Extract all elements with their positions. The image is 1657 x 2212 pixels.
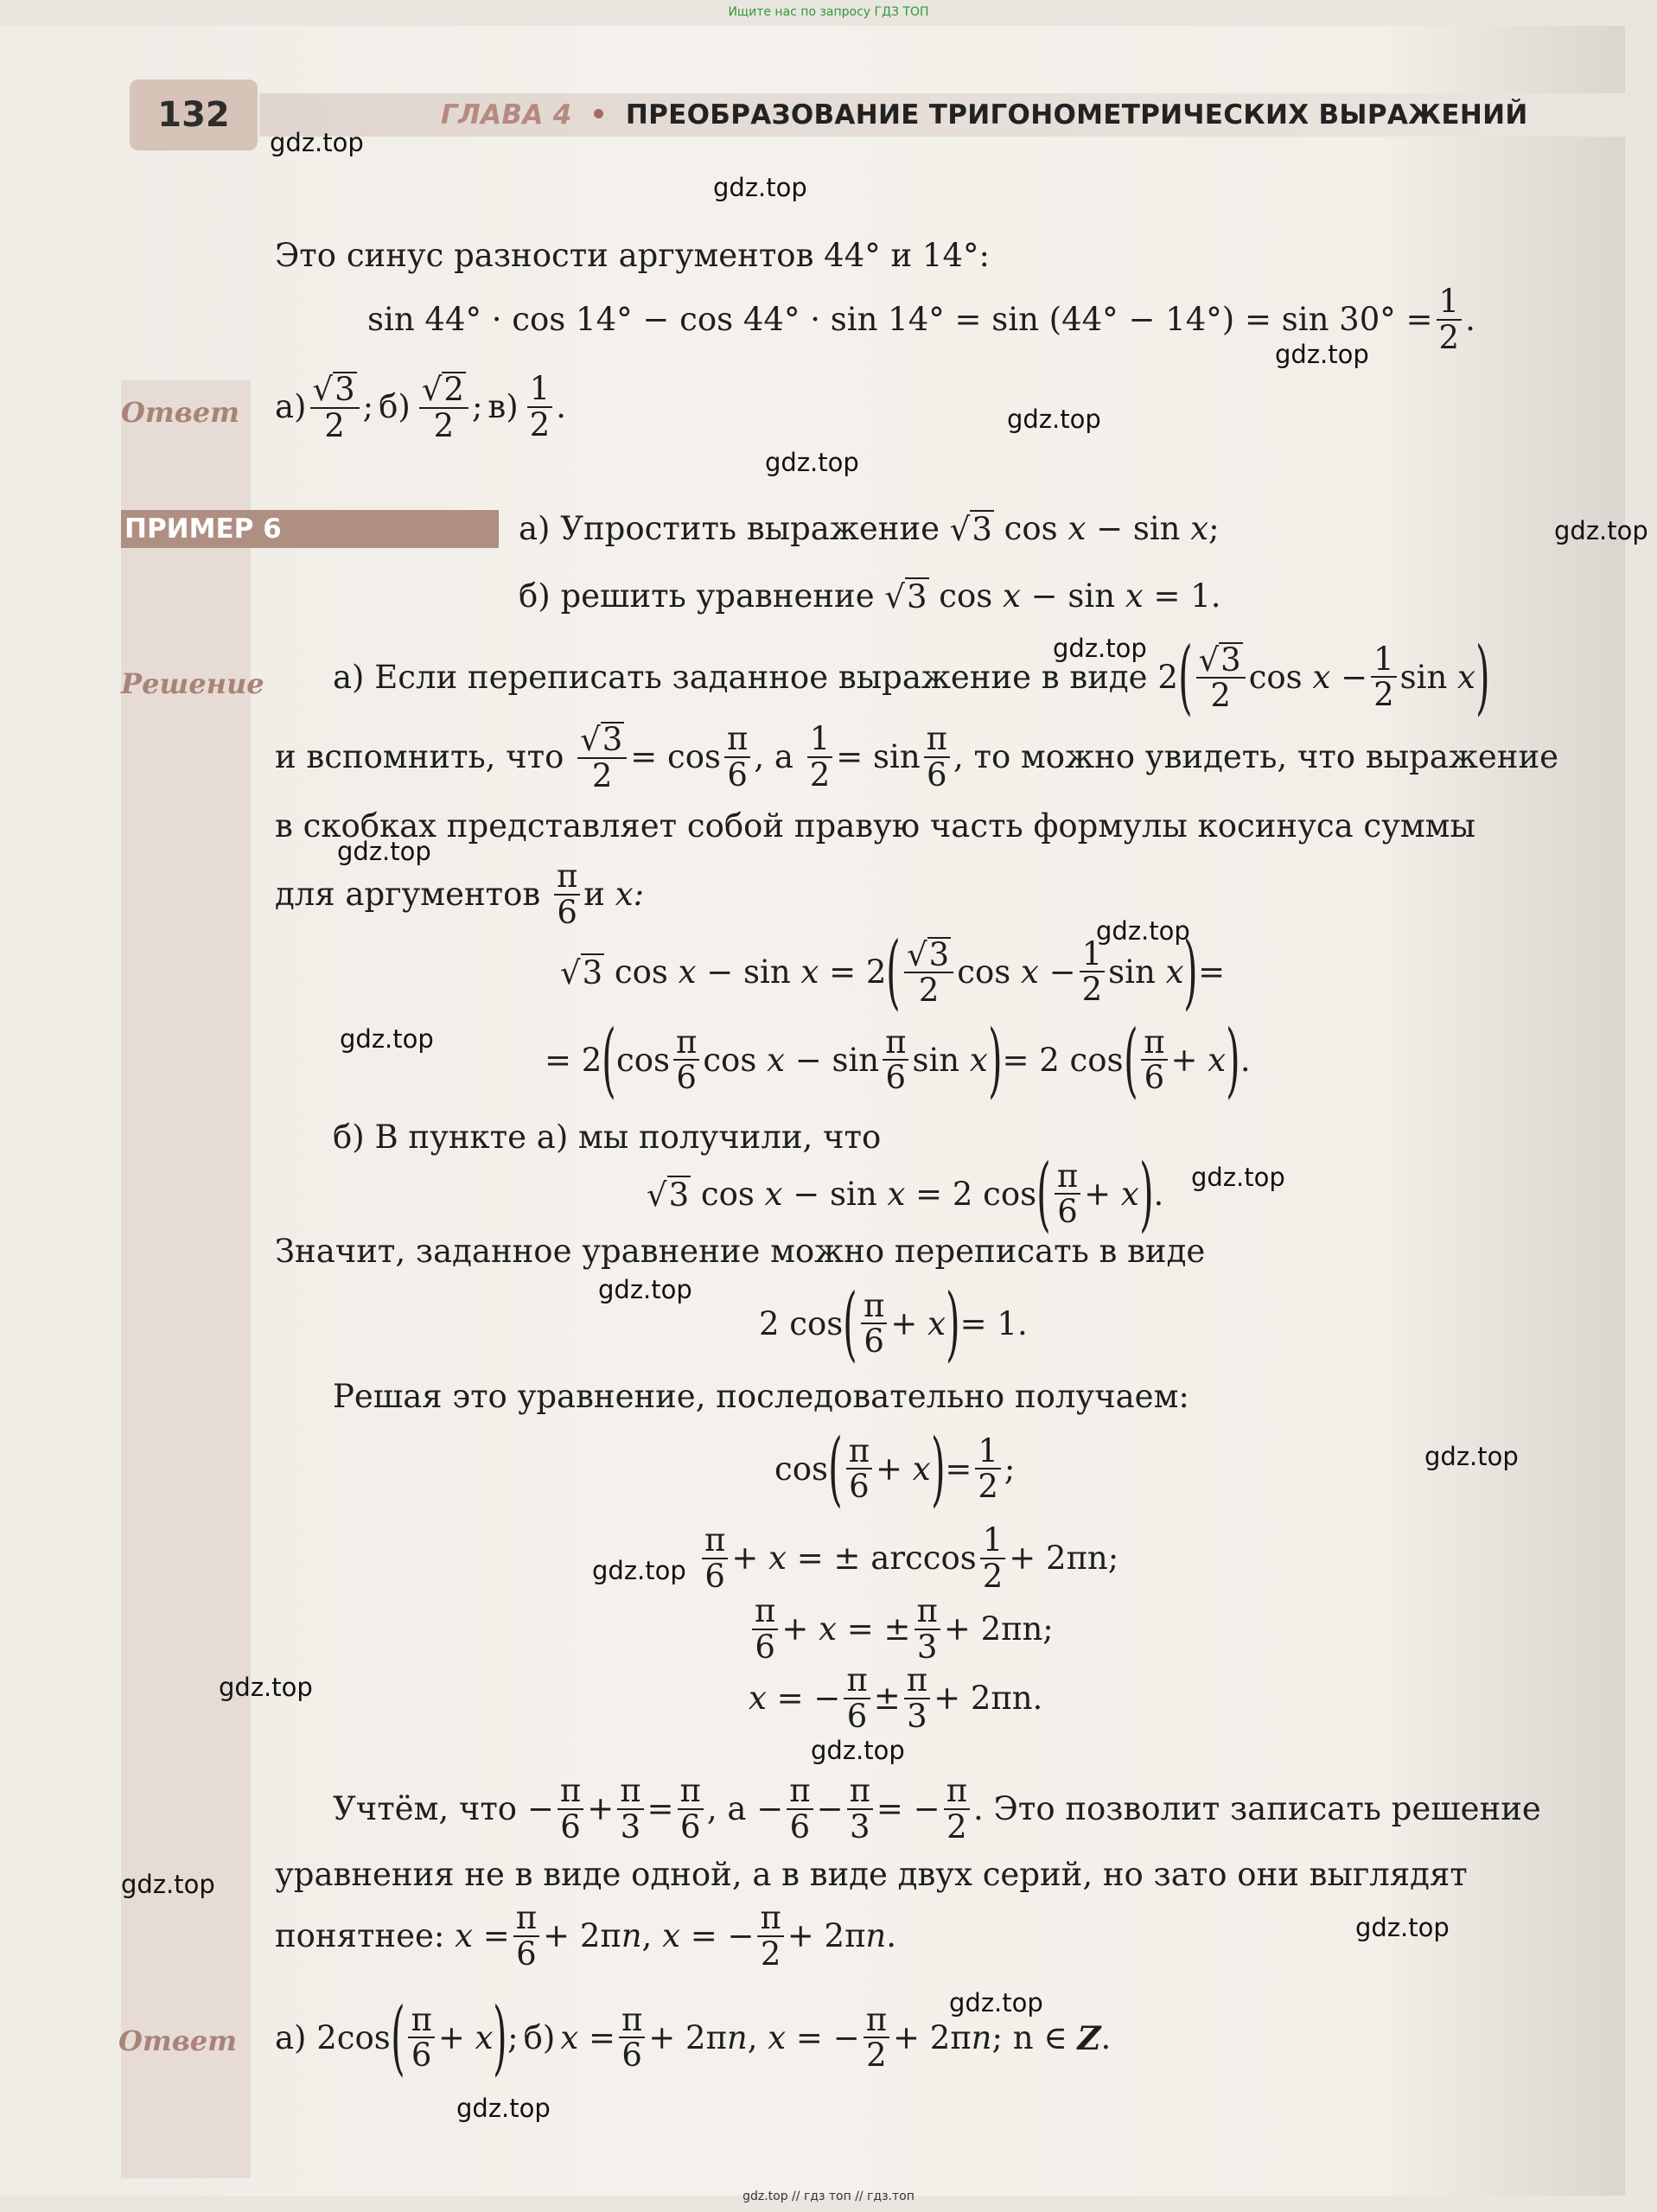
den: 6 (727, 755, 748, 794)
num: π (864, 2004, 889, 2039)
num: π (1055, 1160, 1080, 1195)
den: 3 (916, 1628, 938, 1666)
chapter-bullet: • (590, 99, 608, 131)
den: 2 (433, 406, 455, 444)
var-x: x: (615, 876, 645, 914)
sqrt: √3 (647, 1176, 690, 1214)
num: π (617, 1775, 643, 1810)
den: 2 (1210, 677, 1231, 715)
num: π (757, 1902, 783, 1937)
paren: ( (843, 1277, 857, 1371)
fraction (807, 720, 833, 794)
fraction (844, 1661, 870, 1735)
watermark: gdz.top (1053, 634, 1147, 663)
num: π (924, 723, 950, 758)
paren: ( (1123, 1013, 1138, 1107)
fraction (1141, 1023, 1167, 1097)
semicolon: ; (1107, 1539, 1119, 1578)
period: . (1153, 1176, 1164, 1214)
paren: ( (886, 925, 902, 1019)
num: π (846, 1435, 872, 1470)
den: 6 (516, 1935, 537, 1973)
plus: + (587, 1790, 615, 1828)
den: 6 (789, 1807, 811, 1845)
den: 2 (1373, 676, 1394, 714)
watermark: gdz.top (598, 1275, 692, 1304)
fraction (915, 1592, 940, 1666)
fraction (558, 1772, 583, 1845)
solve-step3 (749, 1592, 1054, 1666)
num (904, 937, 953, 974)
cos: cos (774, 1450, 828, 1488)
expr: cos x − sin x; (993, 510, 1220, 547)
watermark: gdz.top (1355, 1913, 1450, 1942)
plus-2pin-comma: + 2πn, x = − (648, 2019, 860, 2057)
bottom-note[interactable]: gdz.top // гдз топ // гдз.топ (742, 2190, 915, 2203)
watermark: gdz.top (270, 128, 364, 157)
chapter-label: ГЛАВА 4 (441, 99, 572, 131)
sin-x: sin x (912, 1042, 988, 1080)
den: 6 (864, 1323, 884, 1361)
den: 6 (557, 893, 577, 931)
num: π (724, 723, 750, 758)
prev-intro (275, 238, 990, 275)
den: 6 (1144, 1059, 1165, 1097)
num: π (883, 1026, 908, 1061)
watermark: gdz.top (456, 2094, 551, 2123)
page-number: 132 (130, 80, 258, 150)
ans-a: а) (275, 388, 307, 426)
chapter-header (441, 99, 1528, 131)
period: . (1032, 1680, 1043, 1718)
fraction (787, 1772, 813, 1845)
series-line: уравнения не в виде одной, а в виде двух серий, но зато они выглядят (275, 1856, 1468, 1893)
plus-x: + x (437, 2019, 494, 2057)
fraction (310, 372, 360, 444)
num: 1 (1371, 643, 1397, 679)
x-eq: x = (455, 1917, 510, 1955)
ans-b: б) (379, 388, 411, 426)
watermark: gdz.top (219, 1673, 313, 1702)
set-z: Z (1077, 2019, 1101, 2058)
paren: ) (930, 1422, 946, 1516)
expr: cos x − sin x = 2 cos (691, 1176, 1037, 1214)
arccos: ± arccos (833, 1539, 977, 1578)
num: π (787, 1775, 813, 1810)
equals: = (945, 1450, 972, 1488)
num: π (619, 2004, 645, 2039)
plus-2pin-end: + 2πn. (787, 1917, 897, 1955)
paren: ( (828, 1422, 843, 1516)
num: 1 (980, 1524, 1006, 1559)
num: 1 (1437, 285, 1463, 321)
num: π (752, 1595, 778, 1630)
sqrt: √3 (580, 721, 623, 758)
num: 1 (975, 1435, 1001, 1470)
radicand: 3 (928, 935, 950, 973)
sol-b-eq (647, 1147, 1164, 1241)
fraction (513, 1899, 539, 1973)
watermark: gdz.top (713, 173, 807, 202)
watermark: gdz.top (949, 1988, 1043, 2018)
radicand: 3 (602, 721, 623, 758)
plus-2pin: + 2πn (1009, 1539, 1108, 1578)
prev-eq-left: sin 44° · cos 14° − cos 44° · sin 14° = sin (44° − 14°) = sin 30° = (367, 301, 1433, 339)
den: 3 (907, 1697, 927, 1735)
sqrt: √3 (884, 578, 927, 615)
watermark: gdz.top (1007, 405, 1101, 434)
line4-text: для аргументов (275, 876, 541, 914)
fraction (846, 1431, 872, 1506)
sqrt: √2 (421, 371, 464, 408)
paren: ) (1138, 1147, 1154, 1241)
plus-x-eq: + x = ± (781, 1610, 911, 1648)
sol-a-line2 (275, 722, 1558, 794)
radicand: 3 (335, 371, 355, 408)
fraction (752, 1592, 778, 1666)
plus-2pin-semicolon: + 2πn; (893, 2019, 1013, 2057)
period: . (1465, 301, 1475, 339)
fraction (617, 1772, 643, 1845)
watermark: gdz.top (1191, 1163, 1285, 1192)
example-tag: ПРИМЕР 6 (121, 510, 499, 548)
n-in: n ∈ (1012, 2019, 1067, 2057)
period: . (556, 388, 566, 426)
watermark: gdz.top (1424, 1442, 1519, 1471)
equals: = (1198, 953, 1226, 991)
watermark: gdz.top (811, 1736, 905, 1765)
paren: ) (1183, 925, 1199, 1019)
den: 2 (1081, 971, 1103, 1009)
watermark: gdz.top (592, 1556, 686, 1585)
num: π (861, 1290, 887, 1325)
den: 2 (1438, 318, 1460, 356)
fraction (1080, 934, 1106, 1009)
ans-c: в) (488, 388, 519, 426)
plus-2pin: + 2πn (943, 1610, 1043, 1648)
den: 6 (846, 1697, 868, 1735)
eq-2cos: = 2 cos (1002, 1042, 1124, 1080)
fraction (975, 1431, 1001, 1506)
fraction (419, 372, 468, 444)
eq-sin: = sin (836, 738, 921, 776)
paren: ( (602, 1013, 616, 1107)
den: 2 (529, 405, 551, 443)
fraction (1196, 642, 1246, 715)
rewrite-eq (759, 1277, 1028, 1371)
den: 2 (809, 755, 831, 794)
minus: − (816, 1790, 844, 1828)
take-into-text: Учтём, что (333, 1790, 518, 1828)
fraction (980, 1521, 1006, 1595)
den: 2 (324, 406, 345, 444)
cos-x: cos x − (1248, 659, 1368, 697)
den: 2 (866, 2037, 887, 2075)
fraction (577, 722, 627, 794)
can-see-text: , то можно увидеть, что выражение (953, 738, 1559, 776)
fraction (673, 1023, 699, 1097)
sqrt: √3 (312, 371, 355, 408)
plus-x-eq: + x = (731, 1539, 824, 1578)
take-into-line (333, 1772, 1541, 1845)
num: π (513, 1902, 539, 1937)
answer-label-prev: Ответ (121, 396, 239, 429)
den: 6 (621, 2037, 642, 2075)
solve-step2 (698, 1521, 1119, 1595)
den: 6 (849, 1468, 870, 1506)
watermark: gdz.top (765, 448, 859, 477)
num: π (408, 2004, 434, 2039)
sol-a-line3: в скобках представляет собой правую часть формулы косинуса суммы (275, 807, 1475, 845)
two-cos: 2 cos (759, 1305, 844, 1343)
fraction (904, 937, 953, 1010)
semicolon: ; (362, 388, 374, 426)
den: 3 (849, 1807, 870, 1845)
x-eq: x = (560, 2019, 615, 2057)
num: π (702, 1524, 728, 1559)
ans-b: б) (523, 2019, 556, 2057)
a-word: , а (706, 1790, 747, 1828)
paren: ) (493, 1991, 508, 2085)
watermark: gdz.top (340, 1024, 434, 1054)
answer-label: Ответ (118, 2024, 237, 2057)
radicand: 3 (906, 578, 927, 615)
num (577, 722, 627, 759)
equals: = (647, 1790, 674, 1828)
num: 1 (527, 373, 553, 408)
fraction (702, 1521, 728, 1595)
radicand: 3 (582, 954, 603, 992)
semicolon: ; (1042, 1610, 1054, 1648)
den: 6 (411, 2037, 432, 2075)
cos-x: cos x − (957, 953, 1076, 991)
plus-2pin: + 2πn (934, 1680, 1033, 1718)
rewrite-text: Значит, заданное уравнение можно переписать в виде (275, 1233, 1206, 1270)
den: 6 (1057, 1193, 1078, 1231)
derivation-2 (545, 1013, 1251, 1107)
den: 2 (946, 1807, 967, 1845)
num: π (678, 1775, 704, 1810)
num: π (844, 1664, 870, 1699)
fraction (924, 720, 950, 794)
semicolon: ; (507, 2019, 519, 2057)
den: 6 (755, 1628, 775, 1666)
fraction (864, 2000, 889, 2075)
fraction (1437, 285, 1463, 356)
solve-step4 (749, 1661, 1043, 1735)
fraction (554, 857, 580, 931)
den: 2 (982, 1557, 1004, 1595)
task-b-text: б) решить уравнение (519, 577, 875, 615)
den: 6 (676, 1059, 697, 1097)
cos: cos (616, 1042, 670, 1080)
fraction (861, 1286, 887, 1361)
clearer-line (275, 1899, 897, 1973)
sqrt: √3 (1198, 641, 1241, 679)
pm: ± (873, 1680, 901, 1718)
num: π (915, 1595, 940, 1630)
plus-x: + x (876, 1450, 931, 1488)
eq2: = 2 (545, 1042, 602, 1080)
fraction (527, 370, 553, 443)
watermark: gdz.top (337, 837, 431, 866)
num: π (558, 1775, 583, 1810)
fraction (1055, 1157, 1080, 1231)
period: . (1100, 2019, 1112, 2057)
radicand: 3 (1220, 641, 1241, 679)
allows-text: . Это позволит записать решение (973, 1790, 1541, 1828)
radicand: 3 (972, 511, 992, 548)
fraction (944, 1772, 970, 1845)
radicand: 3 (668, 1176, 690, 1214)
paren: ) (987, 1013, 1003, 1107)
radicand: 2 (443, 371, 464, 408)
eq-cos: = cos (630, 738, 721, 776)
plus-x: + x (1170, 1042, 1227, 1080)
solving-text: Решая это уравнение, последовательно получаем: (333, 1378, 1189, 1415)
task-a (519, 510, 1220, 549)
sqrt: √3 (949, 511, 992, 548)
fraction (883, 1023, 908, 1097)
watermark: gdz.top (1554, 516, 1648, 545)
num: π (1141, 1026, 1167, 1061)
watermark: gdz.top (1096, 916, 1190, 946)
clearer-text: понятнее: (275, 1917, 445, 1955)
plus-x: + x (1084, 1176, 1139, 1214)
den: 6 (560, 1807, 581, 1845)
plus-2pin-comma: + 2πn, x = − (543, 1917, 755, 1955)
chapter-title: ПРЕОБРАЗОВАНИЕ ТРИГОНОМЕТРИЧЕСКИХ ВЫРАЖЕНИЙ (625, 99, 1528, 131)
plus-x: + x (890, 1305, 946, 1343)
num: π (554, 860, 580, 896)
sin-x: sin x (1399, 659, 1475, 697)
x-eq: x = − (749, 1680, 841, 1718)
num (1196, 642, 1246, 679)
paren: ( (1177, 630, 1193, 724)
den: 6 (885, 1059, 907, 1097)
fraction (678, 1772, 704, 1845)
paren: ( (1036, 1147, 1051, 1241)
paren: ) (946, 1277, 960, 1371)
fraction (619, 2000, 645, 2075)
cosx-minus-sin: cos x − sin (703, 1042, 880, 1080)
paren: ) (1475, 630, 1490, 724)
den: 2 (760, 1935, 781, 1973)
paren: ) (1226, 1013, 1240, 1107)
prev-answer (275, 372, 566, 444)
fraction (847, 1772, 873, 1845)
minus: − (526, 1790, 554, 1828)
period: . (1240, 1042, 1251, 1080)
a-word: , а (754, 738, 793, 776)
eq-minus: = − (876, 1790, 940, 1828)
num: 1 (1080, 938, 1106, 973)
fraction (408, 2000, 434, 2075)
sol-b-line1: б) В пункте а) мы получили, что (333, 1119, 882, 1156)
num: π (944, 1775, 970, 1810)
margin-strip (121, 380, 251, 2178)
task-b (519, 577, 1221, 616)
num: π (847, 1775, 873, 1810)
sqrt: √3 (560, 954, 603, 992)
remember-text: и вспомнить, что (275, 738, 564, 776)
sol-a-line1 (333, 630, 1490, 724)
fraction (1371, 640, 1397, 714)
solve-step1 (774, 1422, 1016, 1516)
num: π (673, 1026, 699, 1061)
den: 2 (591, 756, 613, 794)
expr: cos x − sin x = 2 (604, 953, 887, 991)
den: 3 (620, 1807, 641, 1845)
num: 1 (807, 723, 833, 758)
semicolon: ; (471, 388, 483, 426)
sqrt: √3 (907, 935, 950, 973)
paren: ( (390, 1991, 405, 2085)
num (419, 372, 468, 409)
top-note[interactable]: Ищите нас по запросу ГДЗ ТОП (728, 5, 929, 19)
prev-intro-text: Это синус разности аргументов 44° и 14°: (275, 237, 990, 274)
den: 2 (978, 1468, 998, 1506)
fraction (757, 1899, 783, 1973)
den: 6 (704, 1557, 725, 1595)
minus: − (756, 1790, 784, 1828)
fraction (904, 1661, 930, 1735)
sol-a-text: а) Если переписать заданное выражение в виде 2 (333, 659, 1178, 697)
den: 6 (679, 1807, 701, 1845)
sin-x: sin x (1108, 953, 1184, 991)
solution-label: Решение (121, 667, 264, 700)
task-a-text: а) Упростить выражение (519, 510, 940, 547)
num (310, 372, 360, 409)
ans-a: а) (275, 2019, 307, 2057)
watermark: gdz.top (1275, 340, 1369, 369)
expr: cos x − sin x = 1. (928, 577, 1221, 615)
semicolon: ; (1004, 1450, 1016, 1488)
sol-a-line4 (275, 857, 645, 931)
fraction (724, 720, 750, 794)
two-cos: 2cos (316, 2019, 391, 2057)
den: 2 (918, 972, 940, 1010)
line4-end: и (583, 876, 605, 914)
eq-1: = 1. (959, 1305, 1028, 1343)
den: 6 (927, 755, 947, 794)
watermark: gdz.top (121, 1870, 215, 1899)
num: π (904, 1664, 930, 1699)
